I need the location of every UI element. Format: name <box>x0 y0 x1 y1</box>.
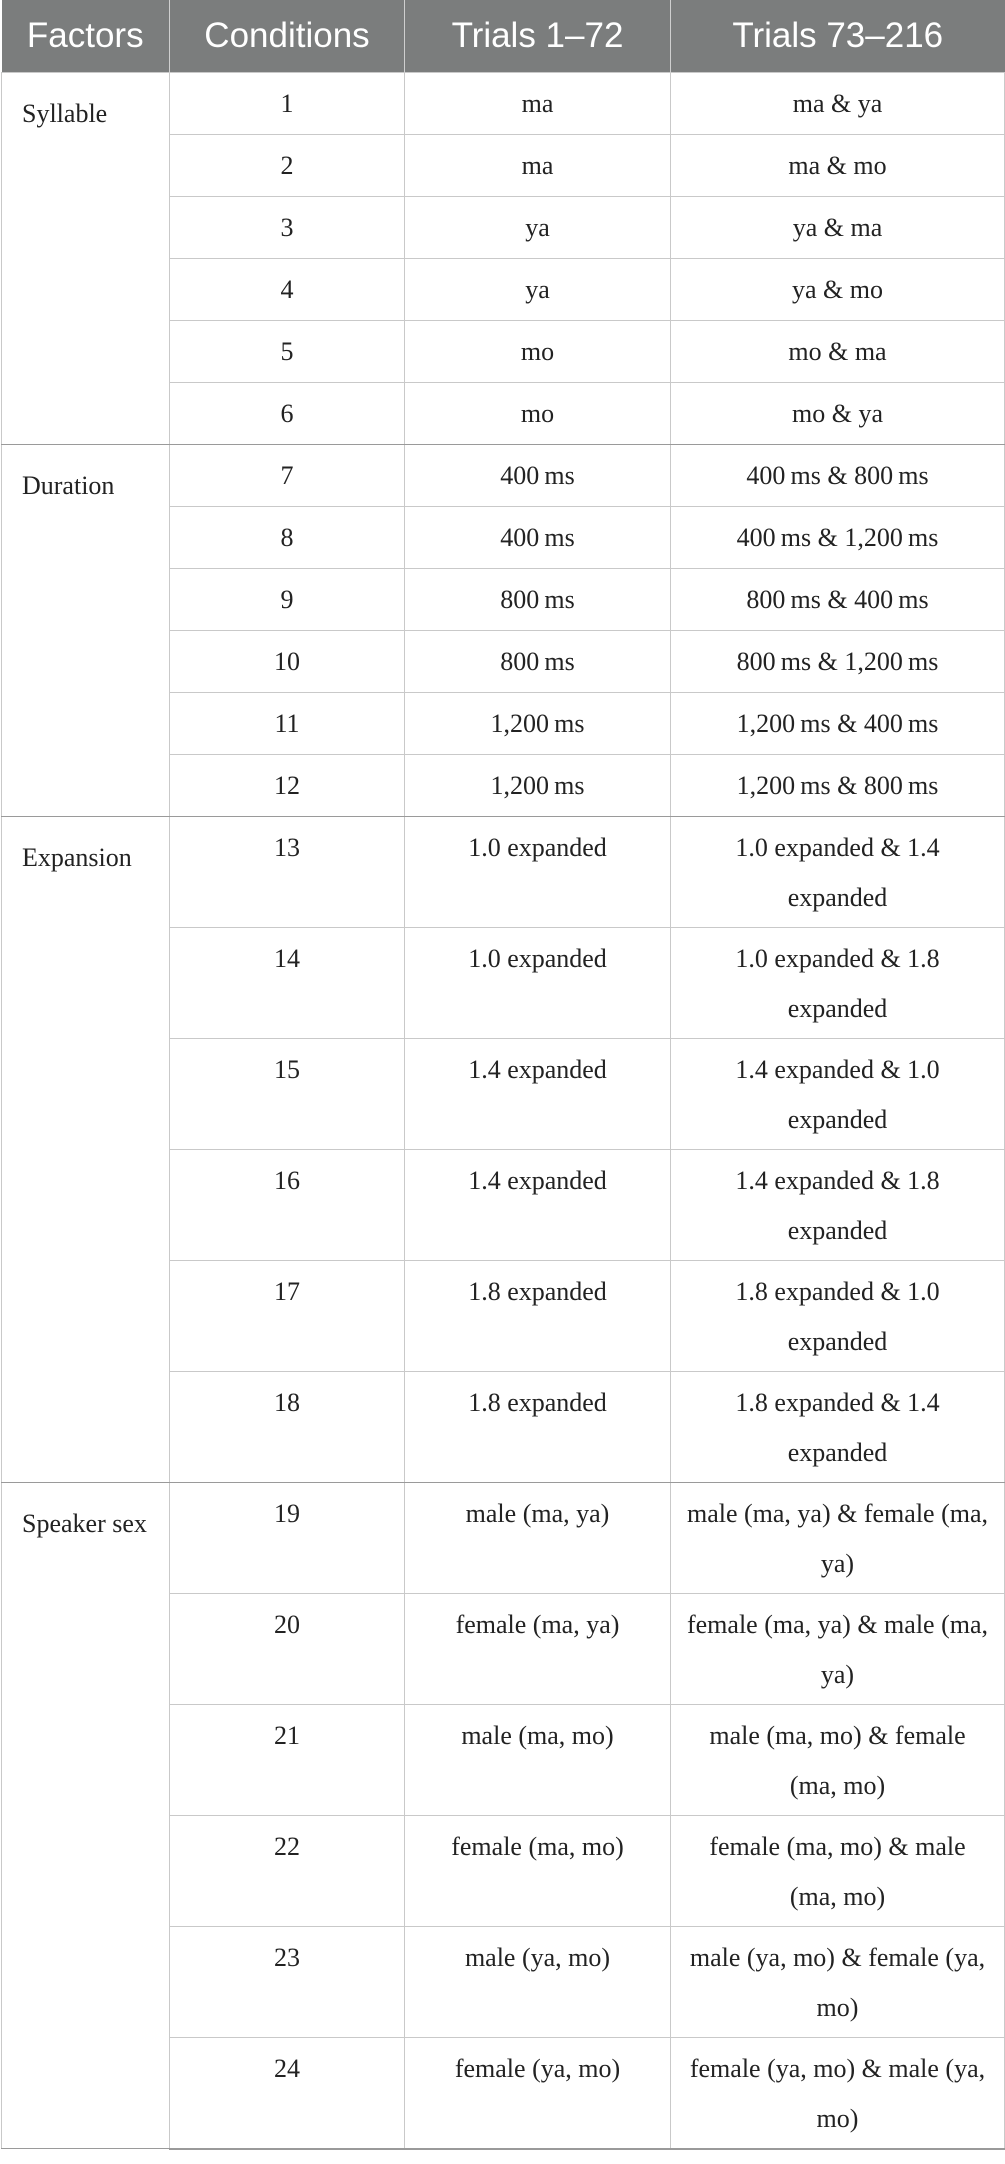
trials-73-216-cell: 1.8 expanded & 1.0 expanded <box>671 1261 1005 1372</box>
condition-cell: 1 <box>170 73 405 135</box>
table-row <box>2 1483 1005 1594</box>
trials-73-216-cell: male (ma, mo) & female (ma, mo) <box>671 1705 1005 1816</box>
factor-cell: Speaker sex <box>2 1483 170 2149</box>
trials-73-216-cell: ya & mo <box>671 259 1005 321</box>
conditions-table <box>1 0 1005 2150</box>
trials-1-72-cell: 1,200 ms <box>405 755 671 817</box>
trials-73-216-cell: male (ya, mo) & female (ya, mo) <box>671 1927 1005 2038</box>
trials-73-216-cell: 400 ms & 800 ms <box>671 445 1005 507</box>
header-factors: Factors <box>2 0 170 73</box>
condition-cell: 9 <box>170 569 405 631</box>
condition-cell: 10 <box>170 631 405 693</box>
trials-1-72-cell: 1,200 ms <box>405 693 671 755</box>
trials-73-216-cell: ya & ma <box>671 197 1005 259</box>
header-trials-1-72: Trials 1–72 <box>405 0 671 73</box>
condition-cell: 2 <box>170 135 405 197</box>
trials-73-216-cell: female (ma, ya) & male (ma, ya) <box>671 1594 1005 1705</box>
trials-73-216-cell: 1.8 expanded & 1.4 expanded <box>671 1372 1005 1483</box>
trials-73-216-cell: 800 ms & 400 ms <box>671 569 1005 631</box>
factor-cell: Duration <box>2 445 170 817</box>
trials-1-72-cell: 1.4 expanded <box>405 1039 671 1150</box>
condition-cell: 7 <box>170 445 405 507</box>
trials-73-216-cell: 1.0 expanded & 1.4 expanded <box>671 817 1005 928</box>
trials-1-72-cell: 800 ms <box>405 569 671 631</box>
trials-73-216-cell: ma & ya <box>671 73 1005 135</box>
condition-cell: 17 <box>170 1261 405 1372</box>
trials-1-72-cell: ma <box>405 135 671 197</box>
condition-cell: 18 <box>170 1372 405 1483</box>
table-row <box>2 817 1005 928</box>
table-row <box>2 445 1005 507</box>
condition-cell: 24 <box>170 2038 405 2149</box>
condition-cell: 13 <box>170 817 405 928</box>
trials-1-72-cell: ma <box>405 73 671 135</box>
trials-73-216-cell: male (ma, ya) & female (ma, ya) <box>671 1483 1005 1594</box>
trials-73-216-cell: female (ma, mo) & male (ma, mo) <box>671 1816 1005 1927</box>
condition-cell: 16 <box>170 1150 405 1261</box>
header-row <box>2 0 1005 73</box>
factor-cell: Expansion <box>2 817 170 1483</box>
trials-1-72-cell: mo <box>405 321 671 383</box>
trials-73-216-cell: 1.0 expanded & 1.8 expanded <box>671 928 1005 1039</box>
condition-cell: 11 <box>170 693 405 755</box>
condition-cell: 4 <box>170 259 405 321</box>
condition-cell: 3 <box>170 197 405 259</box>
table-body <box>2 73 1005 2149</box>
condition-cell: 5 <box>170 321 405 383</box>
trials-73-216-cell: 1.4 expanded & 1.8 expanded <box>671 1150 1005 1261</box>
condition-cell: 20 <box>170 1594 405 1705</box>
condition-cell: 21 <box>170 1705 405 1816</box>
trials-1-72-cell: 400 ms <box>405 445 671 507</box>
trials-1-72-cell: male (ma, ya) <box>405 1483 671 1594</box>
trials-1-72-cell: female (ma, ya) <box>405 1594 671 1705</box>
trials-73-216-cell: mo & ma <box>671 321 1005 383</box>
trials-73-216-cell: 1,200 ms & 400 ms <box>671 693 1005 755</box>
table-row <box>2 73 1005 135</box>
trials-1-72-cell: male (ya, mo) <box>405 1927 671 2038</box>
trials-73-216-cell: 800 ms & 1,200 ms <box>671 631 1005 693</box>
trials-1-72-cell: 1.8 expanded <box>405 1261 671 1372</box>
trials-1-72-cell: female (ma, mo) <box>405 1816 671 1927</box>
trials-1-72-cell: male (ma, mo) <box>405 1705 671 1816</box>
trials-1-72-cell: 1.8 expanded <box>405 1372 671 1483</box>
trials-73-216-cell: ma & mo <box>671 135 1005 197</box>
trials-1-72-cell: 1.0 expanded <box>405 817 671 928</box>
trials-1-72-cell: 800 ms <box>405 631 671 693</box>
trials-73-216-cell: 1.4 expanded & 1.0 expanded <box>671 1039 1005 1150</box>
trials-73-216-cell: female (ya, mo) & male (ya, mo) <box>671 2038 1005 2149</box>
trials-1-72-cell: female (ya, mo) <box>405 2038 671 2149</box>
condition-cell: 15 <box>170 1039 405 1150</box>
condition-cell: 6 <box>170 383 405 445</box>
condition-cell: 22 <box>170 1816 405 1927</box>
factor-cell: Syllable <box>2 73 170 445</box>
trials-1-72-cell: ya <box>405 197 671 259</box>
header-trials-73-216: Trials 73–216 <box>671 0 1005 73</box>
trials-73-216-cell: 1,200 ms & 800 ms <box>671 755 1005 817</box>
trials-73-216-cell: mo & ya <box>671 383 1005 445</box>
trials-1-72-cell: 400 ms <box>405 507 671 569</box>
table-header <box>2 0 1005 73</box>
condition-cell: 19 <box>170 1483 405 1594</box>
condition-cell: 12 <box>170 755 405 817</box>
trials-73-216-cell: 400 ms & 1,200 ms <box>671 507 1005 569</box>
condition-cell: 23 <box>170 1927 405 2038</box>
trials-1-72-cell: ya <box>405 259 671 321</box>
trials-1-72-cell: 1.0 expanded <box>405 928 671 1039</box>
trials-1-72-cell: mo <box>405 383 671 445</box>
header-conditions: Conditions <box>170 0 405 73</box>
condition-cell: 8 <box>170 507 405 569</box>
condition-cell: 14 <box>170 928 405 1039</box>
trials-1-72-cell: 1.4 expanded <box>405 1150 671 1261</box>
